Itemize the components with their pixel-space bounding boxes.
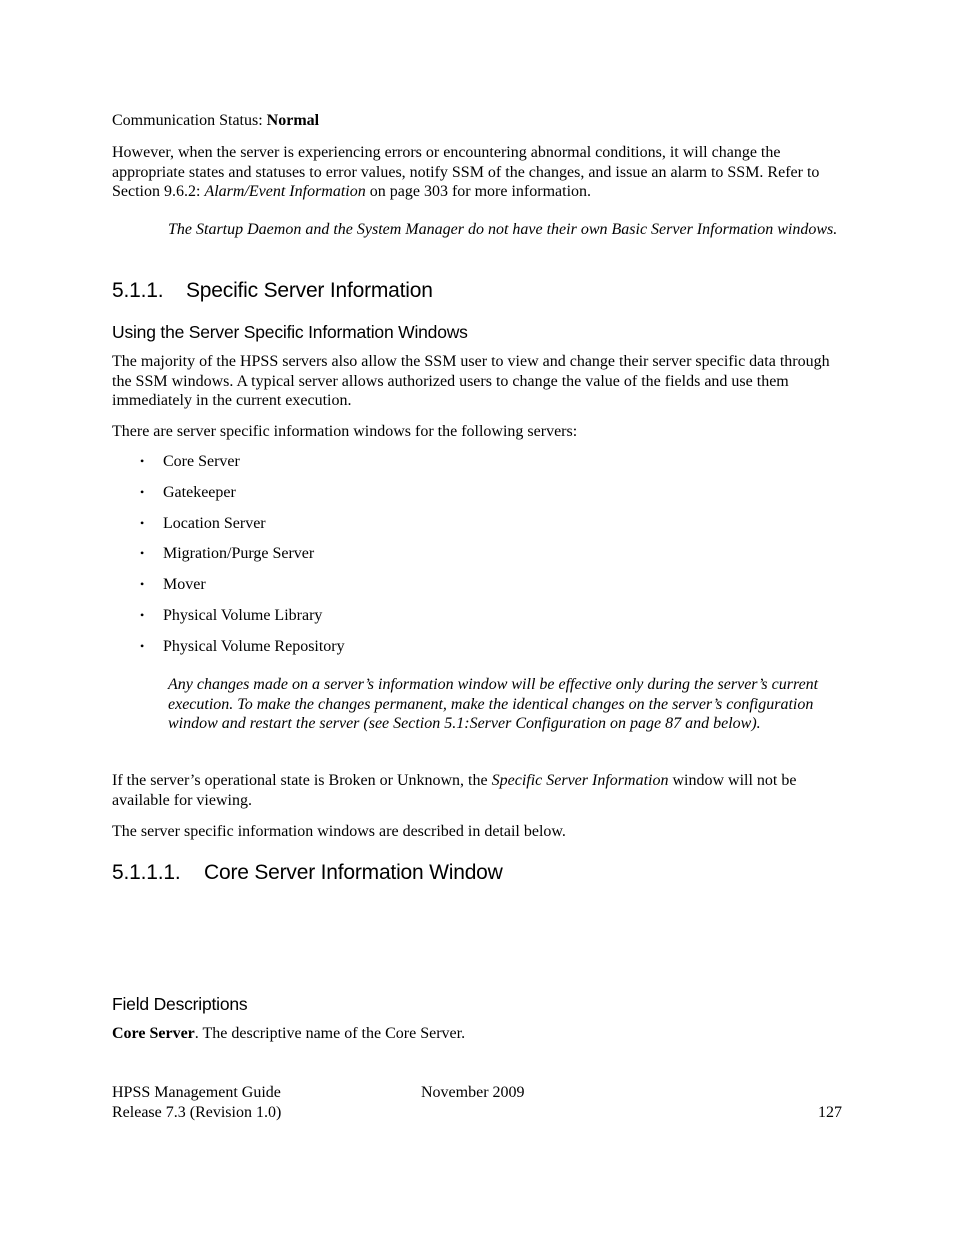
note-changes-effective: Any changes made on a server’s information window will be effective only during the server’s current execution. To make the changes permanent, make the identical changes on the server’s configuration window and restart the server (see Section 5.1:Server Configuration on page 87 and below).	[168, 676, 819, 732]
list-item-label: Location Server	[163, 515, 266, 532]
section-title: Specific Server Information	[186, 279, 433, 302]
section-number: 5.1.1.1.	[112, 861, 181, 884]
bullet-icon: •	[140, 608, 145, 622]
section-title: Core Server Information Window	[204, 861, 503, 884]
bullet-icon: •	[140, 577, 145, 591]
list-item-label: Core Server	[163, 453, 240, 470]
paragraph-majority: The majority of the HPSS servers also allow the SSM user to view and change their server specific data through the SSM windows. A typical server allows authorized users to change the value of the fields and use them immediately in the current execution.	[112, 353, 830, 409]
paragraph-broken-unknown	[112, 771, 842, 810]
list-item-label: Physical Volume Repository	[163, 638, 345, 655]
bullet-icon: •	[140, 454, 145, 468]
paragraph-list-intro: There are server specific information windows for the following servers:	[112, 423, 578, 440]
list-item-label: Physical Volume Library	[163, 607, 323, 624]
page-number: 127	[818, 1104, 842, 1121]
list-item-label: Mover	[163, 576, 206, 593]
paragraph-broken-text: If the server’s operational state is Broken or Unknown, the	[112, 772, 492, 789]
footer-release: Release 7.3 (Revision 1.0)	[112, 1104, 282, 1121]
paragraph-error-text-end: on page 303 for more information.	[365, 183, 592, 200]
alarm-event-reference: Alarm/Event Information	[204, 183, 366, 200]
bullet-icon: •	[140, 485, 145, 499]
paragraph-broken-text-end: window will not be available for viewing.	[112, 772, 797, 809]
communication-status-value: Normal	[266, 112, 320, 129]
footer-guide-title: HPSS Management Guide	[112, 1084, 281, 1101]
list-item-label: Migration/Purge Server	[163, 545, 315, 562]
communication-status-label: Communication Status:	[112, 112, 267, 129]
bullet-icon: •	[140, 546, 145, 560]
section-heading-5-1-1-1	[112, 861, 503, 885]
field-core-server	[112, 1024, 465, 1044]
communication-status-line	[112, 111, 319, 131]
bullet-icon: •	[140, 639, 145, 653]
bullet-icon: •	[140, 516, 145, 530]
note-startup-daemon: The Startup Daemon and the System Manager do not have their own Basic Server Information windows.	[168, 221, 838, 238]
paragraph-described: The server specific information windows are described in detail below.	[112, 823, 566, 840]
field-description: . The descriptive name of the Core Server.	[194, 1025, 466, 1042]
subheading-using-windows: Using the Server Specific Information Windows	[112, 322, 468, 342]
section-number: 5.1.1.	[112, 279, 164, 302]
paragraph-error-conditions	[112, 143, 842, 202]
subheading-field-descriptions: Field Descriptions	[112, 994, 248, 1014]
list-item-label: Gatekeeper	[163, 484, 236, 501]
section-heading-5-1-1	[112, 279, 433, 303]
specific-server-information-ref: Specific Server Information	[491, 772, 669, 789]
field-name: Core Server	[112, 1025, 195, 1042]
footer-date: November 2009	[421, 1084, 525, 1101]
paragraph-error-text: However, when the server is experiencing errors or encountering abnormal conditions, it will change the appropriate states and statuses to error values, notify SSM of the changes, and issue an alarm to SSM. Refer to Section 9.6.2:	[112, 144, 820, 200]
